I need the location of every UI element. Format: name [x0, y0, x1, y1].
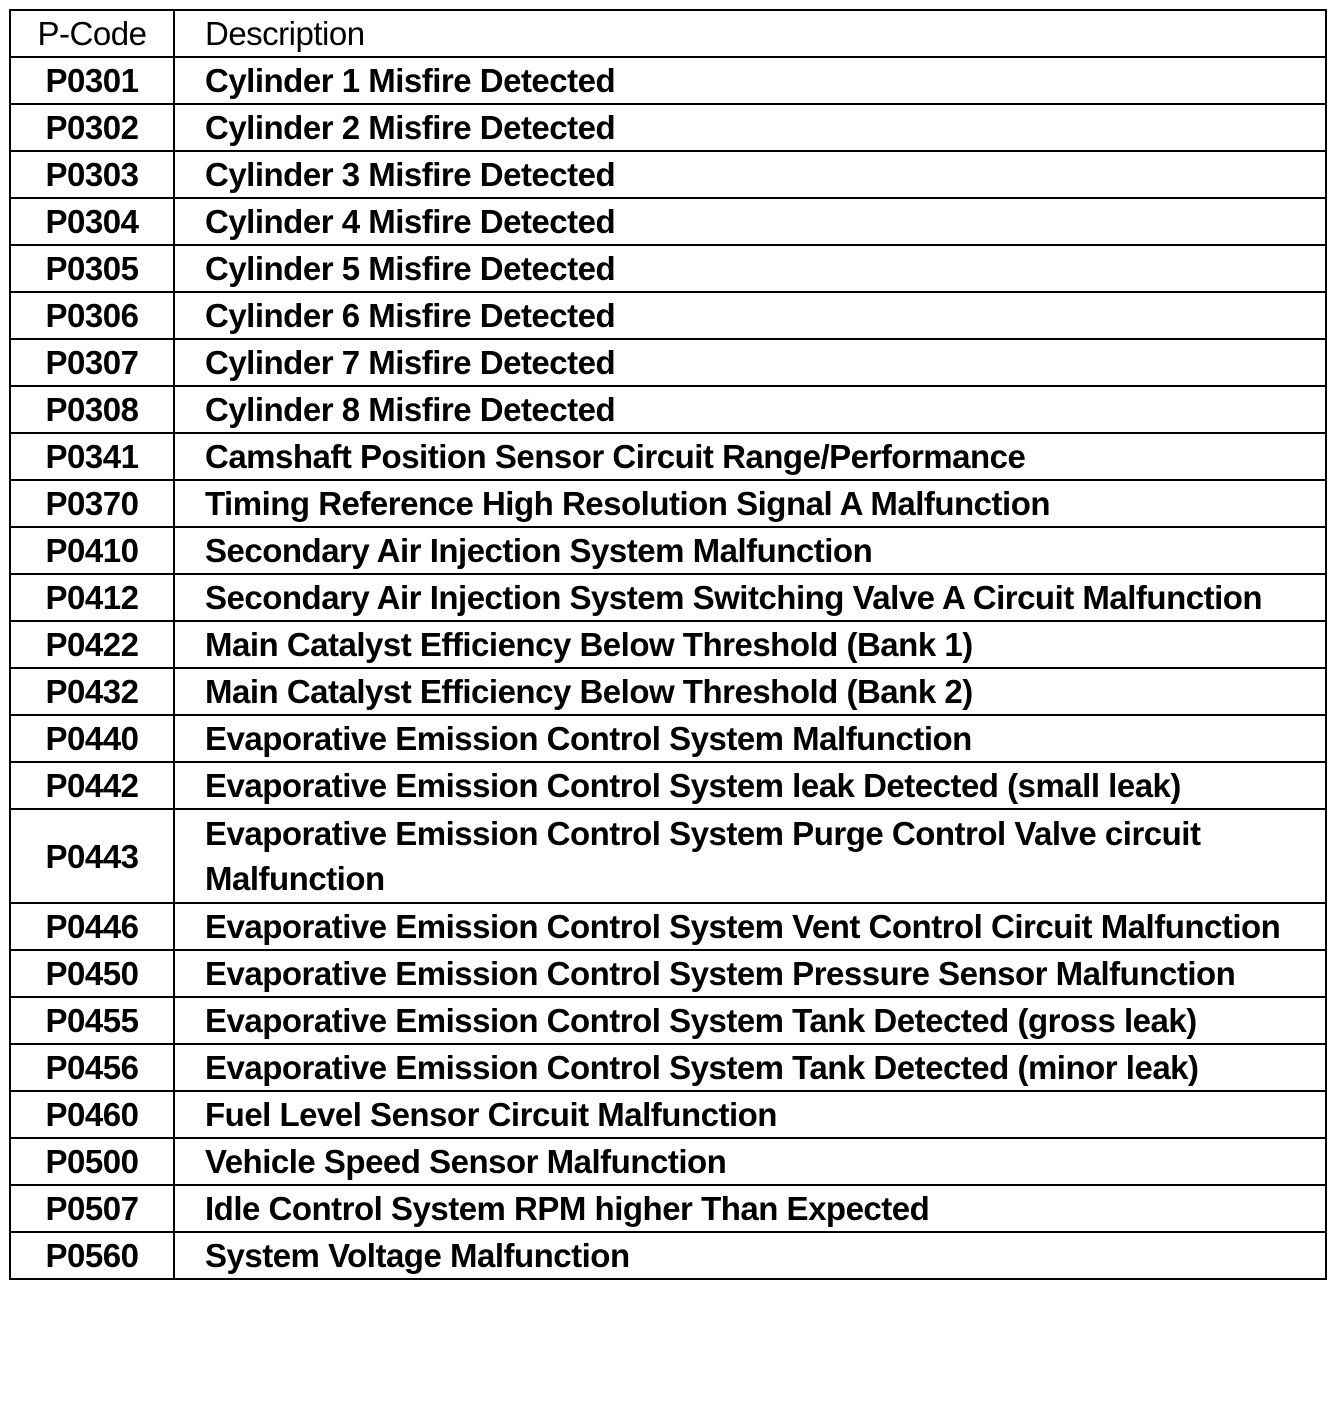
table-row	[10, 762, 1326, 809]
p-code-cell: P0305	[10, 245, 174, 292]
column-header-description: Description	[174, 10, 1326, 57]
description-cell: Timing Reference High Resolution Signal A Malfunction	[174, 480, 1326, 527]
table-row	[10, 292, 1326, 339]
description-cell: Evaporative Emission Control System Vent Control Circuit Malfunction	[174, 903, 1326, 950]
table-row	[10, 57, 1326, 104]
table-row	[10, 1138, 1326, 1185]
table-row	[10, 527, 1326, 574]
table-row	[10, 668, 1326, 715]
table-row	[10, 245, 1326, 292]
description-cell: Secondary Air Injection System Malfunction	[174, 527, 1326, 574]
description-cell: Evaporative Emission Control System leak Detected (small leak)	[174, 762, 1326, 809]
table-row	[10, 198, 1326, 245]
p-code-cell: P0422	[10, 621, 174, 668]
table-row	[10, 386, 1326, 433]
table-row	[10, 339, 1326, 386]
description-cell: Evaporative Emission Control System Tank Detected (minor leak)	[174, 1044, 1326, 1091]
description-cell: Evaporative Emission Control System Tank Detected (gross leak)	[174, 997, 1326, 1044]
description-cell: Cylinder 8 Misfire Detected	[174, 386, 1326, 433]
description-cell: Evaporative Emission Control System Purge Control Valve circuit Malfunction	[174, 809, 1326, 903]
table-row	[10, 1232, 1326, 1279]
p-code-cell: P0410	[10, 527, 174, 574]
p-code-cell: P0306	[10, 292, 174, 339]
table-row	[10, 1185, 1326, 1232]
description-cell: Idle Control System RPM higher Than Expected	[174, 1185, 1326, 1232]
description-cell: Cylinder 4 Misfire Detected	[174, 198, 1326, 245]
p-code-cell: P0308	[10, 386, 174, 433]
description-cell: Fuel Level Sensor Circuit Malfunction	[174, 1091, 1326, 1138]
p-code-cell: P0442	[10, 762, 174, 809]
description-cell: Secondary Air Injection System Switching Valve A Circuit Malfunction	[174, 574, 1326, 621]
table-row	[10, 997, 1326, 1044]
p-code-cell: P0432	[10, 668, 174, 715]
description-cell: Cylinder 7 Misfire Detected	[174, 339, 1326, 386]
table-row	[10, 1091, 1326, 1138]
description-cell: Cylinder 6 Misfire Detected	[174, 292, 1326, 339]
description-cell: Evaporative Emission Control System Malfunction	[174, 715, 1326, 762]
description-cell: Cylinder 3 Misfire Detected	[174, 151, 1326, 198]
p-code-cell: P0304	[10, 198, 174, 245]
table-row	[10, 574, 1326, 621]
table-row	[10, 809, 1326, 903]
table-row	[10, 715, 1326, 762]
table-row	[10, 950, 1326, 997]
p-code-cell: P0560	[10, 1232, 174, 1279]
p-code-cell: P0301	[10, 57, 174, 104]
p-code-cell: P0500	[10, 1138, 174, 1185]
p-code-cell: P0307	[10, 339, 174, 386]
description-cell: Vehicle Speed Sensor Malfunction	[174, 1138, 1326, 1185]
p-code-cell: P0456	[10, 1044, 174, 1091]
table-header-row	[10, 10, 1326, 57]
description-cell: System Voltage Malfunction	[174, 1232, 1326, 1279]
description-cell: Camshaft Position Sensor Circuit Range/Performance	[174, 433, 1326, 480]
p-code-cell: P0446	[10, 903, 174, 950]
table-row	[10, 433, 1326, 480]
p-code-cell: P0440	[10, 715, 174, 762]
table-row	[10, 104, 1326, 151]
table-row	[10, 621, 1326, 668]
description-cell: Cylinder 2 Misfire Detected	[174, 104, 1326, 151]
p-code-table	[9, 9, 1327, 1280]
p-code-cell: P0412	[10, 574, 174, 621]
description-cell: Main Catalyst Efficiency Below Threshold (Bank 1)	[174, 621, 1326, 668]
description-cell: Main Catalyst Efficiency Below Threshold (Bank 2)	[174, 668, 1326, 715]
p-code-cell: P0443	[10, 809, 174, 903]
column-header-p-code: P-Code	[10, 10, 174, 57]
p-code-cell: P0455	[10, 997, 174, 1044]
p-code-cell: P0303	[10, 151, 174, 198]
description-cell: Cylinder 5 Misfire Detected	[174, 245, 1326, 292]
p-code-cell: P0460	[10, 1091, 174, 1138]
table-row	[10, 903, 1326, 950]
table-row	[10, 480, 1326, 527]
p-code-cell: P0341	[10, 433, 174, 480]
p-code-cell: P0507	[10, 1185, 174, 1232]
description-cell: Evaporative Emission Control System Pressure Sensor Malfunction	[174, 950, 1326, 997]
p-code-cell: P0450	[10, 950, 174, 997]
table-row	[10, 1044, 1326, 1091]
p-code-cell: P0370	[10, 480, 174, 527]
p-code-cell: P0302	[10, 104, 174, 151]
description-cell: Cylinder 1 Misfire Detected	[174, 57, 1326, 104]
table-row	[10, 151, 1326, 198]
